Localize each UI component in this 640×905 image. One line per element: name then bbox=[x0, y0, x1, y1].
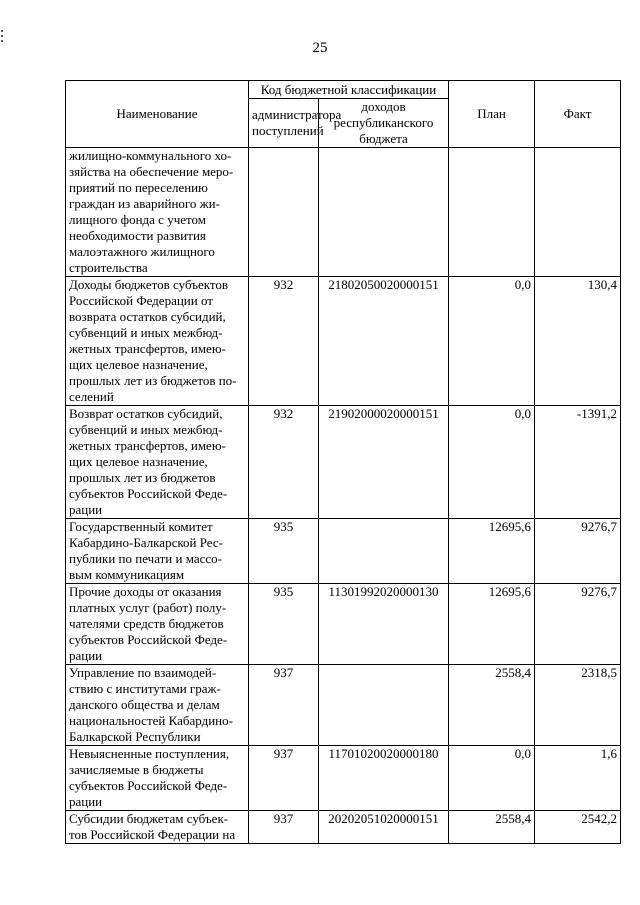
row-admin-cell: 937 bbox=[249, 665, 319, 746]
row-admin-cell bbox=[249, 148, 319, 277]
row-plan-cell: 2558,4 bbox=[449, 665, 535, 746]
row-name-cell: Управление по взаимодей- ствию с институтами граж- данского общества и делам национальностей Кабардино- Балкарской Республики bbox=[66, 665, 249, 746]
row-plan-cell: 0,0 bbox=[449, 406, 535, 519]
row-admin-cell: 937 bbox=[249, 811, 319, 844]
row-code-cell bbox=[319, 519, 449, 584]
header-income: доходов республиканского бюджета bbox=[319, 99, 449, 148]
table-body bbox=[66, 148, 621, 844]
row-plan-cell: 0,0 bbox=[449, 277, 535, 406]
row-fact-cell: -1391,2 bbox=[535, 406, 621, 519]
row-admin-cell: 935 bbox=[249, 519, 319, 584]
table-row bbox=[66, 746, 621, 811]
header-admin: администратора поступлений bbox=[249, 99, 319, 148]
page-number: 25 bbox=[312, 40, 328, 56]
header-plan: План bbox=[449, 81, 535, 148]
row-plan-cell: 2558,4 bbox=[449, 811, 535, 844]
row-fact-cell bbox=[535, 148, 621, 277]
row-plan-cell: 0,0 bbox=[449, 746, 535, 811]
row-code-cell: 21802050020000151 bbox=[319, 277, 449, 406]
budget-table bbox=[65, 80, 621, 844]
row-name-cell: жилищно-коммунального хо- зяйства на обеспечение меро- приятий по переселению граждан из аварийного жи- лищного фонда с учетом необходимости развития малоэтажного жилищного строительства bbox=[66, 148, 249, 277]
row-name-cell: Прочие доходы от оказания платных услуг (работ) полу- чателями средств бюджетов субъектов Российской Феде- рации bbox=[66, 584, 249, 665]
row-fact-cell: 2542,2 bbox=[535, 811, 621, 844]
table-row bbox=[66, 519, 621, 584]
row-code-cell: 11301992020000130 bbox=[319, 584, 449, 665]
header-name: Наименование bbox=[66, 81, 249, 148]
row-fact-cell: 9276,7 bbox=[535, 519, 621, 584]
row-plan-cell: 12695,6 bbox=[449, 584, 535, 665]
table-row bbox=[66, 148, 621, 277]
row-admin-cell: 937 bbox=[249, 746, 319, 811]
row-code-cell: 21902000020000151 bbox=[319, 406, 449, 519]
table-row bbox=[66, 277, 621, 406]
row-code-cell: 11701020020000180 bbox=[319, 746, 449, 811]
row-fact-cell: 1,6 bbox=[535, 746, 621, 811]
row-name-cell: Доходы бюджетов субъектов Российской Федерации от возврата остатков субсидий, субвенций и иных межбюд- жетных трансфертов, имею- щих целевое назначение, прошлых лет из бюджетов по- селений bbox=[66, 277, 249, 406]
row-fact-cell: 130,4 bbox=[535, 277, 621, 406]
table-row bbox=[66, 811, 621, 844]
header-budget-code: Код бюджетной классификации bbox=[249, 81, 449, 99]
row-plan-cell bbox=[449, 148, 535, 277]
row-fact-cell: 2318,5 bbox=[535, 665, 621, 746]
row-code-cell: 20202051020000151 bbox=[319, 811, 449, 844]
row-name-cell: Возврат остатков субсидий, субвенций и иных межбюд- жетных трансфертов, имею- щих целевое назначение, прошлых лет из бюджетов субъектов Российской Феде- рации bbox=[66, 406, 249, 519]
row-name-cell: Невыясненные поступления, зачисляемые в бюджеты субъектов Российской Феде- рации bbox=[66, 746, 249, 811]
row-name-cell: Субсидии бюджетам субъек- тов Российской Федерации на bbox=[66, 811, 249, 844]
row-admin-cell: 932 bbox=[249, 406, 319, 519]
row-code-cell bbox=[319, 148, 449, 277]
header-fact: Факт bbox=[535, 81, 621, 148]
table-row bbox=[66, 665, 621, 746]
row-admin-cell: 935 bbox=[249, 584, 319, 665]
table-row bbox=[66, 584, 621, 665]
row-plan-cell: 12695,6 bbox=[449, 519, 535, 584]
table-row bbox=[66, 406, 621, 519]
row-fact-cell: 9276,7 bbox=[535, 584, 621, 665]
row-code-cell bbox=[319, 665, 449, 746]
row-name-cell: Государственный комитет Кабардино-Балкарской Рес- публики по печати и массо- вым коммуникациям bbox=[66, 519, 249, 584]
row-admin-cell: 932 bbox=[249, 277, 319, 406]
